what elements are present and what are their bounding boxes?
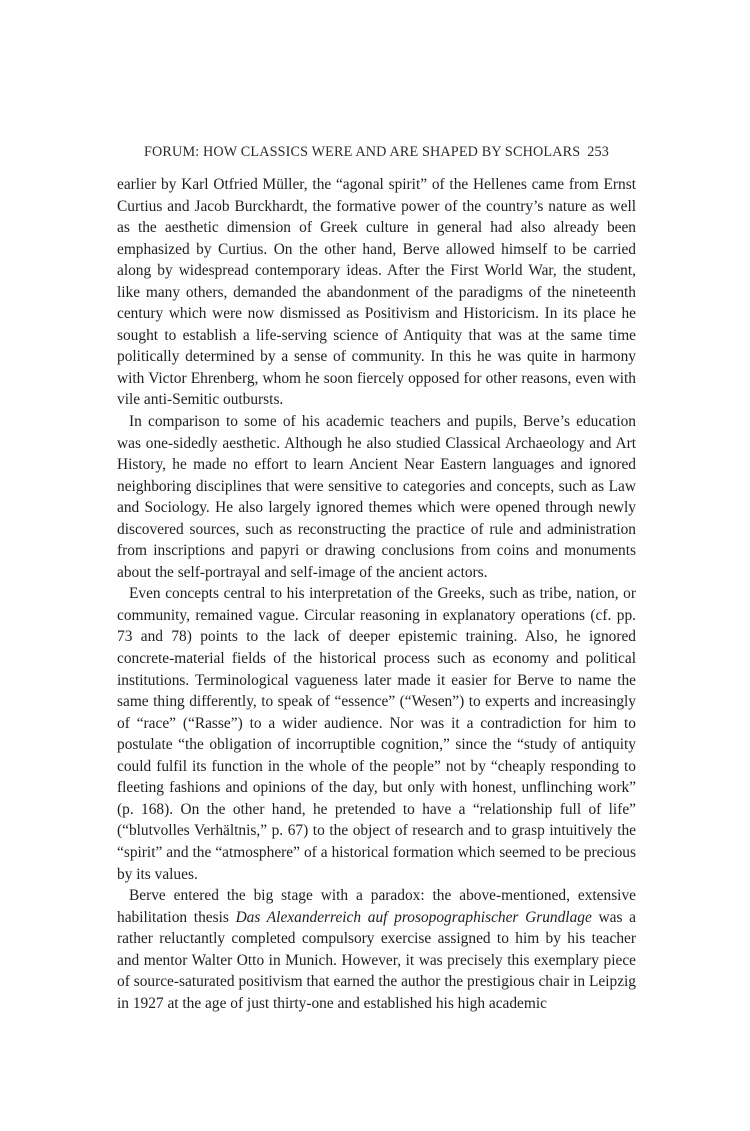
body-text-block bbox=[117, 174, 636, 1014]
body-paragraph-1: earlier by Karl Otfried Müller, the “agonal spirit” of the Hellenes came from Ernst Curtius and Jacob Burckhardt, the formative power of the country’s nature as well as the aesthetic dimension of Greek culture in general had also already been emphasized by Curtius. On the other hand, Berve allowed himself to be carried along by widespread contemporary ideas. After the First World War, the student, like many others, demanded the abandonment of the paradigms of the nineteenth century which were now dismissed as Positivism and Historicism. In its place he sought to establish a life-serving science of Antiquity that was at the same time politically determined by a sense of community. In this he was quite in harmony with Victor Ehrenberg, whom he soon fiercely opposed for other reasons, even with vile anti-Semitic outbursts. bbox=[117, 176, 636, 409]
running-head bbox=[117, 144, 636, 161]
body-paragraph-3: Even concepts central to his interpretation of the Greeks, such as tribe, nation, or community, remained vague. Circular reasoning in explanatory operations (cf. pp. 73 and 78) points to the lack of deeper epistemic training. Also, he ignored concrete-material fields of the historical process such as economy and political institutions. Terminological vagueness later made it easier for Berve to name the same thing differently, to speak of “essence” (“Wesen”) to experts and increasingly of “race” (“Rasse”) to a wider audience. Nor was it a contradiction for him to postulate “the obligation of incorruptible cognition,” since the “study of antiquity could fulfil its function in the whole of the people” not by “cheaply responding to fleeting fashions and opinions of the day, but only with honest, unflinching work” (p. 168). On the other hand, he pretended to have a “relationship full of life” (“blutvolles Verhältnis,” p. 67) to the object of research and to grasp intuitively the “spirit” and the “atmosphere” of a historical formation which seemed to be precious by its values. bbox=[117, 585, 636, 883]
running-head-title: FORUM: HOW CLASSICS WERE AND ARE SHAPED BY SCHOLARS bbox=[144, 144, 581, 160]
paragraph-4-lead-text: Berve entered the big stage with a paradox: the above-mentioned, extensive habilitation thesis bbox=[117, 887, 636, 926]
paragraph-4-trailing-text: was a rather reluctantly completed compulsory exercise assigned to him by his teacher and mentor Walter Otto in Munich. However, it was precisely this exemplary piece of source-saturated positivism that earned the author the prestigious chair in Leipzig in 1927 at the age of just thirty-one and established his high academic bbox=[117, 908, 636, 1012]
body-paragraph-2: In comparison to some of his academic teachers and pupils, Berve’s education was one-sidedly aesthetic. Although he also studied Classical Archaeology and Art History, he made no effort to learn Ancient Near Eastern languages and ignored neighboring disciplines that were sensitive to categories and concepts, such as Law and Sociology. He also largely ignored themes which were opened through newly discovered sources, such as reconstructing the practice of rule and administration from inscriptions and papyri or drawing conclusions from coins and monuments about the self-portrayal and self-image of the ancient actors. bbox=[117, 413, 636, 581]
body-paragraph-4 bbox=[117, 885, 636, 1014]
work-title-italic: Das Alexanderreich auf prosopographischer Grundlage bbox=[235, 908, 592, 926]
page-number: 253 bbox=[587, 144, 609, 160]
